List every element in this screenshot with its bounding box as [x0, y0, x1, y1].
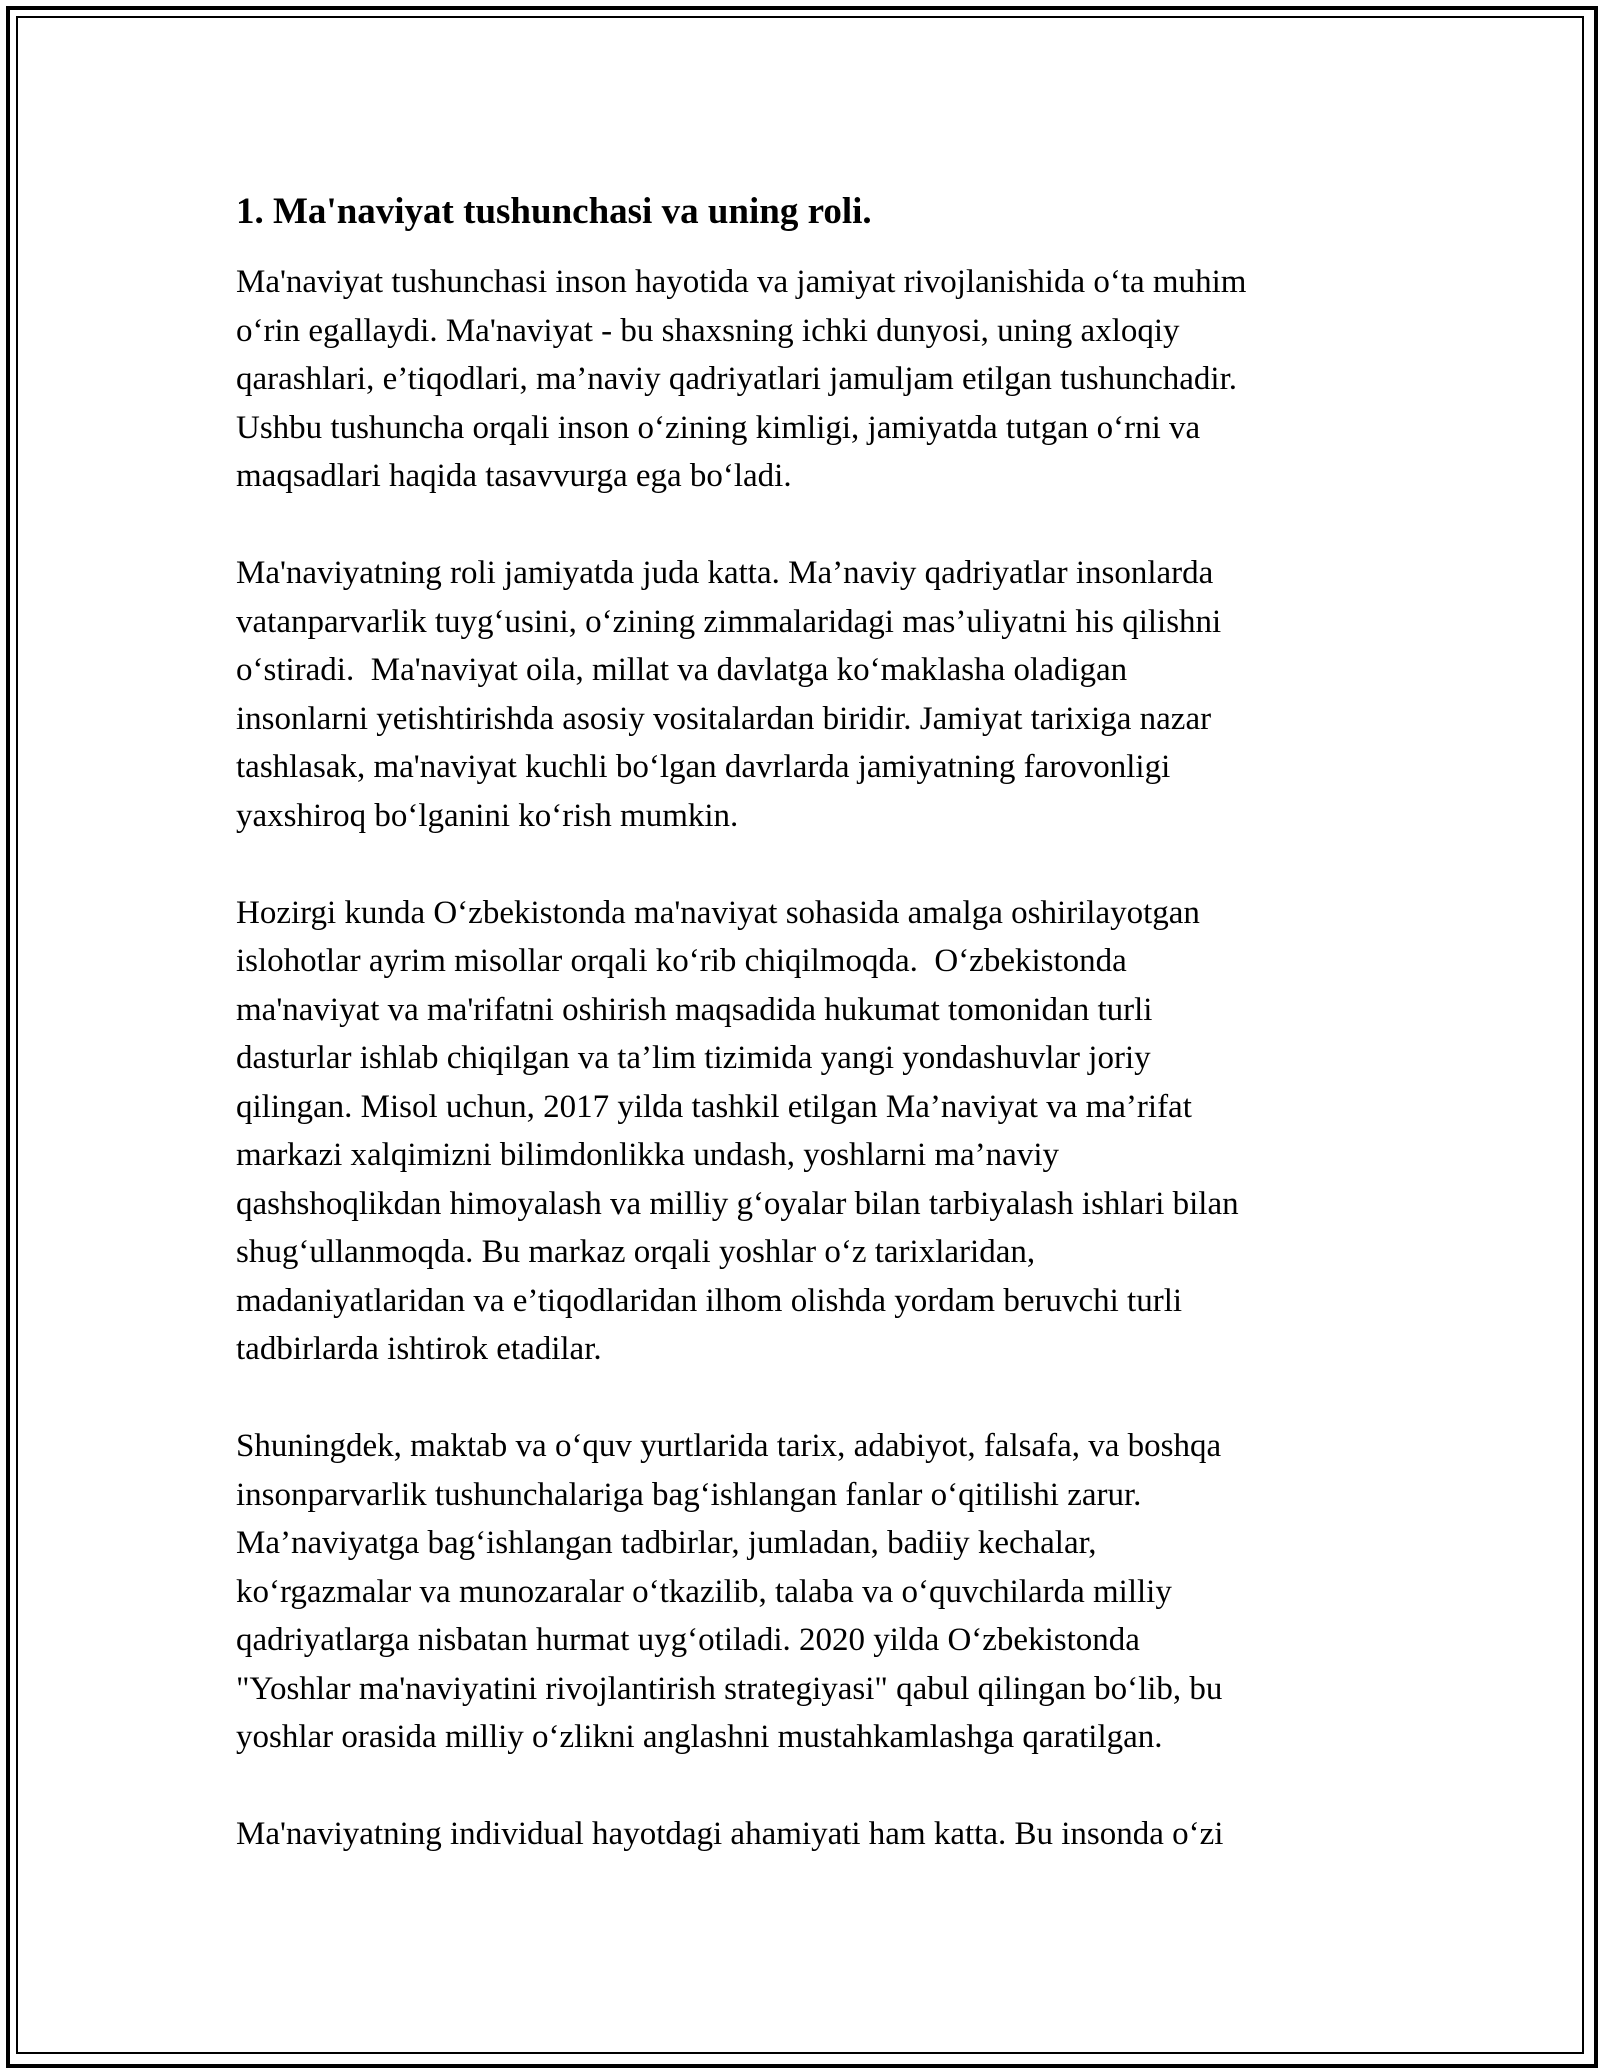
paragraph	[236, 1810, 1366, 1859]
text-line: "Yoshlar ma'naviyatini rivojlantirish strategiyasi" qabul qilingan bo‘lib, bu	[236, 1670, 1223, 1707]
text-line: markazi xalqimizni bilimdonlikka undash, yoshlarni ma’naviy	[236, 1137, 1059, 1173]
paragraph	[236, 889, 1366, 1374]
paragraph	[236, 258, 1366, 501]
paragraph-list	[236, 258, 1366, 1859]
text-line: Shuningdek, maktab va o‘quv yurtlarida tarix, adabiyot, falsafa, va boshqa	[236, 1428, 1222, 1464]
text-line: maqsadlari haqida tasavvurga ega bo‘ladi.	[236, 458, 792, 494]
text-line: qadriyatlarga nisbatan hurmat uyg‘otiladi. 2020 yilda O‘zbekistonda	[236, 1622, 1140, 1658]
text-line: vatanparvarlik tuyg‘usini, o‘zining zimmalaridagi mas’uliyatni his qilishni	[236, 603, 1222, 640]
text-line: tadbirlarda ishtirok etadilar.	[236, 1331, 602, 1367]
text-line: shug‘ullanmoqda. Bu markaz orqali yoshlar o‘z tarixlaridan,	[236, 1234, 1036, 1270]
text-line: ma'naviyat va ma'rifatni oshirish maqsadida hukumat tomonidan turli	[236, 991, 1153, 1028]
text-line: Ma’naviyatga bag‘ishlangan tadbirlar, jumladan, badiiy kechalar,	[236, 1525, 1097, 1561]
text-line: yaxshiroq bo‘lganini ko‘rish mumkin.	[236, 797, 739, 834]
text-line: dasturlar ishlab chiqilgan va ta’lim tizimida yangi yondashuvlar joriy	[236, 1040, 1151, 1076]
paragraph	[236, 1422, 1366, 1762]
text-line: Hozirgi kunda O‘zbekistonda ma'naviyat sohasida amalga oshirilayotgan	[236, 894, 1200, 931]
text-line: islohotlar ayrim misollar orqali ko‘rib chiqilmoqda. O‘zbekistonda	[236, 943, 1127, 979]
text-line: qarashlari, e’tiqodlari, ma’naviy qadriyatlari jamuljam etilgan tushunchadir.	[236, 361, 1237, 397]
text-line: qilingan. Misol uchun, 2017 yilda tashkil etilgan Ma’naviyat va ma’rifat	[236, 1088, 1192, 1125]
text-line: tashlasak, ma'naviyat kuchli bo‘lgan davrlarda jamiyatning farovonligi	[236, 749, 1171, 785]
text-line: ko‘rgazmalar va munozaralar o‘tkazilib, talaba va o‘quvchilarda milliy	[236, 1573, 1172, 1610]
text-line: Ma'naviyatning roli jamiyatda juda katta. Ma’naviy qadriyatlar insonlarda	[236, 555, 1214, 591]
paragraph	[236, 549, 1366, 840]
section-heading: 1. Ma'naviyat tushunchasi va uning roli.	[236, 191, 872, 232]
text-line: Ma'naviyat tushunchasi inson hayotida va jamiyat rivojlanishida o‘ta muhim	[236, 264, 1247, 300]
text-line: insonparvarlik tushunchalariga bag‘ishlangan fanlar o‘qitilishi zarur.	[236, 1476, 1142, 1513]
text-line: Ushbu tushuncha orqali inson o‘zining kimligi, jamiyatda tutgan o‘rni va	[236, 409, 1201, 446]
text-line: o‘rin egallaydi. Ma'naviyat - bu shaxsning ichki dunyosi, uning axloqiy	[236, 312, 1180, 349]
text-line: yoshlar orasida milliy o‘zlikni anglashni mustahkamlashga qaratilgan.	[236, 1719, 1163, 1755]
text-line: Ma'naviyatning individual hayotdagi ahamiyati ham katta. Bu insonda o‘zi	[236, 1816, 1224, 1852]
text-line: insonlarni yetishtirishda asosiy vositalardan biridir. Jamiyat tarixiga nazar	[236, 700, 1212, 737]
text-line: qashshoqlikdan himoyalash va milliy g‘oyalar bilan tarbiyalash ishlari bilan	[236, 1185, 1239, 1222]
text-line: madaniyatlaridan va e’tiqodlaridan ilhom olishda yordam beruvchi turli	[236, 1282, 1183, 1319]
document-body	[236, 188, 1366, 1907]
text-line: o‘stiradi. Ma'naviyat oila, millat va davlatga ko‘maklasha oladigan	[236, 652, 1128, 688]
